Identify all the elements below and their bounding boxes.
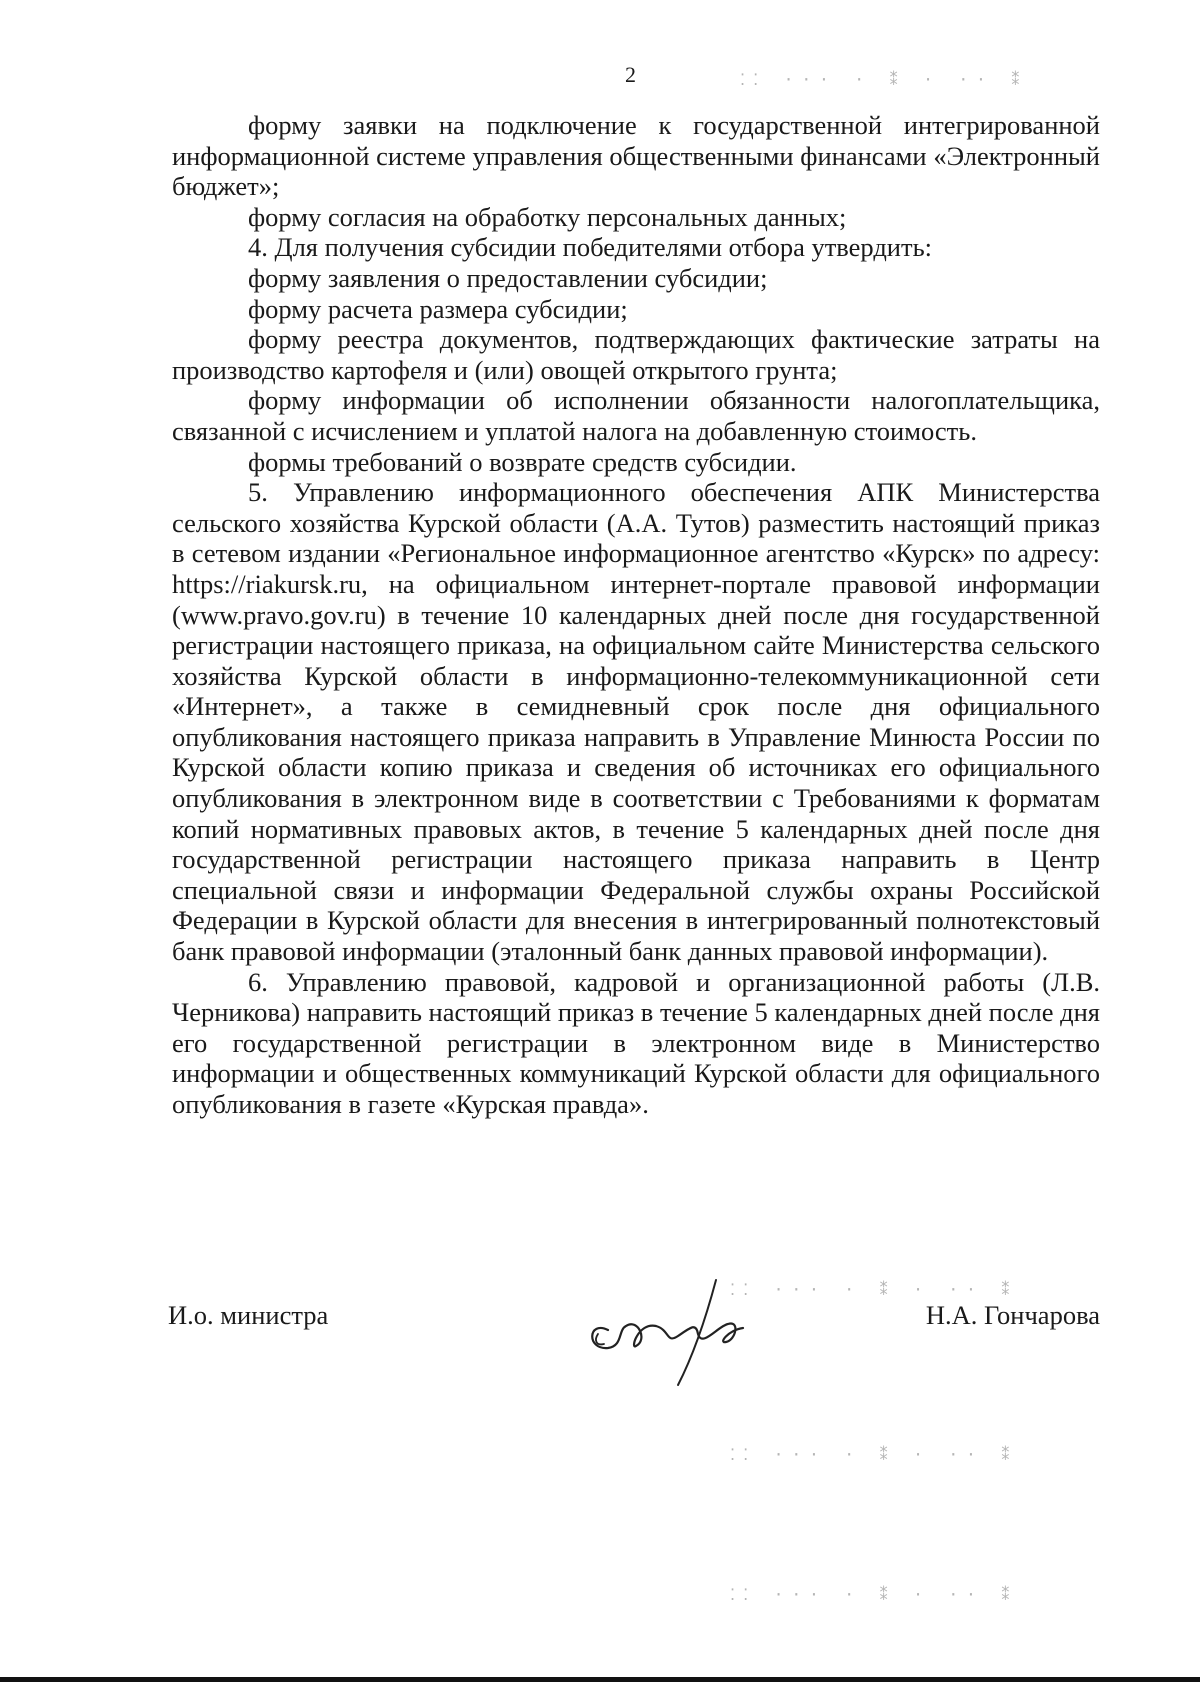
signatory-name: Н.А. Гончарова [925,1300,1100,1330]
paragraph: 6. Управлению правовой, кадровой и организационной работы (Л.В. Черникова) направить настоящий приказ в течение 5 календарных дней после дня его государственной регистрации в электронном виде в Министерство информации и общественных коммуникаций Курской области для официального опубликования в газете «Курская правда». [172,966,1100,1119]
scan-border-line [0,1677,1200,1682]
scan-artifact: ⁚⁚ ··· · ⁑ · ·· ⁑ [730,1585,1018,1604]
paragraph: 5. Управлению информационного обеспечения АПК Министерства сельского хозяйства Курской области (А.А. Тутов) разместить настоящий приказ в сетевом издании «Региональное информационное агентство «Курск» по адресу: https://riakursk.ru, на официальном интернет-портале правовой информации (www.pravo.gov.ru) в течение 10 календарных дней после дня государственной регистрации настоящего приказа, на официальном сайте Министерства сельского хозяйства Курской области в информационно-телекоммуникационной сети «Интернет», а также в семидневный срок после дня официального опубликования настоящего приказа направить в Управление Минюста России по Курской области копию приказа и сведения об источниках его официального опубликования в электронном виде в соответствии с Требованиями к форматам копий нормативных правовых актов, в течение 5 календарных дней после дня государственной регистрации настоящего приказа направить в Центр специальной связи и информации Федеральной службы охраны Российской Федерации в Курской области для внесения в интегрированный полнотекстовый банк правовой информации (эталонный банк данных правовой информации). [172,477,1100,967]
signature-block [168,1300,1100,1430]
paragraph: форму заявления о предоставлении субсидии; [248,262,768,293]
document-body [172,110,1100,1120]
scan-artifact: ⁚⁚ ··· · ⁑ · ·· ⁑ [740,70,1028,89]
signatory-title: И.о. министра [168,1300,329,1330]
paragraph: 4. Для получения субсидии победителями отбора утвердить: [248,232,933,263]
paragraph: форму информации об исполнении обязанности налогоплательщика, связанной с исчислением и уплатой налога на добавленную стоимость. [172,385,1100,446]
paragraph: форму согласия на обработку персональных данных; [248,201,847,232]
paragraph: формы требований о возврате средств субсидии. [248,446,797,477]
paragraph: форму заявки на подключение к государственной интегрированной информационной системе управления общественными финансами «Электронный бюджет»; [172,110,1100,202]
page-number: 2 [625,62,636,87]
paragraph: форму расчета размера субсидии; [248,293,628,324]
scan-artifact: ⁚⁚ ··· · ⁑ · ·· ⁑ [730,1280,1018,1299]
paragraph: форму реестра документов, подтверждающих фактические затраты на производство картофеля и (или) овощей открытого грунта; [172,324,1100,385]
scan-artifact: ⁚⁚ ··· · ⁑ · ·· ⁑ [730,1445,1018,1464]
